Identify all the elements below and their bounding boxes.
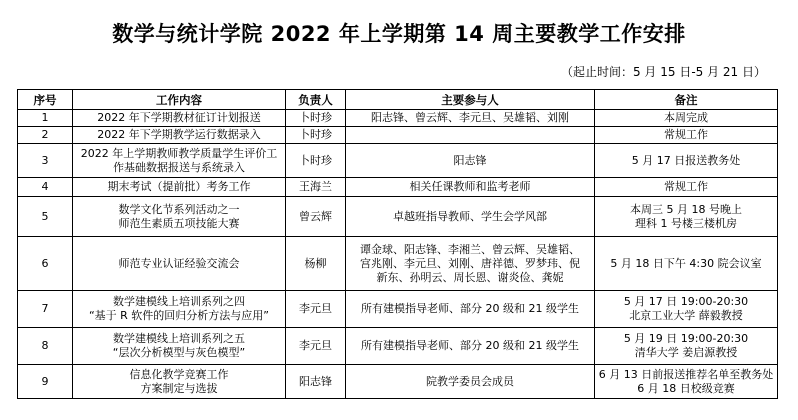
table-row [18, 178, 778, 197]
table-row [18, 328, 778, 365]
participants-line: 卓越班指导教师、学生会学风部 [393, 209, 547, 223]
content-line: 数学文化节系列活动之一 [118, 202, 240, 216]
content-line: 数学建模线上培训系列之四 [113, 295, 245, 308]
cell-index: 9 [18, 365, 73, 399]
content-line: 师范生素质五项技能大赛 [118, 216, 240, 230]
table-row [18, 110, 778, 127]
table-row [18, 291, 778, 328]
schedule-table [17, 89, 778, 399]
cell-participants [346, 291, 595, 328]
page-title: 数学与统计学院 2022 年上学期第 14 周主要教学工作安排 [112, 22, 686, 46]
note-line: 北京工业大学 薛毅教授 [629, 309, 743, 322]
participants-line: 院教学委员会成员 [426, 374, 514, 388]
cell-note [595, 328, 778, 365]
cell-index: 4 [18, 178, 73, 197]
note-line: 理科 1 号楼三楼机房 [635, 216, 737, 230]
note-line: 清华大学 姜启源教授 [634, 346, 738, 359]
header-owner: 负责人 [286, 90, 346, 110]
header-index: 序号 [18, 90, 73, 110]
cell-note [595, 127, 778, 144]
cell-participants [346, 197, 595, 237]
participants-line: 阳志锋、曾云辉、李元旦、吴雄韬、刘刚 [371, 111, 569, 124]
table-body [18, 110, 778, 399]
cell-index: 2 [18, 127, 73, 144]
content-line: 数学建模线上培训系列之五 [113, 332, 245, 345]
cell-participants [346, 127, 595, 144]
cell-participants [346, 237, 595, 291]
table-row [18, 127, 778, 144]
cell-owner: 杨柳 [286, 237, 346, 291]
cell-content [73, 127, 286, 144]
cell-content [73, 178, 286, 197]
cell-participants [346, 365, 595, 399]
cell-note [595, 197, 778, 237]
cell-index: 3 [18, 144, 73, 178]
cell-index: 1 [18, 110, 73, 127]
content-line: 2022 年下学期教材征订计划报送 [97, 111, 261, 124]
content-line: “基于 R 软件的回归分析方法与应用” [88, 309, 270, 322]
note-line: 6 月 18 日校级竞赛 [637, 381, 735, 395]
content-line: 方案制定与选拔 [140, 381, 218, 395]
header-participants: 主要参与人 [346, 90, 595, 110]
cell-note [595, 110, 778, 127]
cell-participants [346, 328, 595, 365]
cell-index: 7 [18, 291, 73, 328]
cell-note [595, 144, 778, 178]
cell-note [595, 237, 778, 291]
cell-owner: 李元旦 [286, 291, 346, 328]
cell-participants [346, 178, 595, 197]
cell-content [73, 328, 286, 365]
cell-owner: 卜时珍 [286, 110, 346, 127]
participants-line: 相关任课教师和监考老师 [409, 180, 531, 193]
table-row [18, 144, 778, 178]
cell-note [595, 365, 778, 399]
note-line: 5 月 17 日报送教务处 [631, 153, 741, 167]
cell-owner: 王海兰 [286, 178, 346, 197]
cell-index: 5 [18, 197, 73, 237]
cell-participants [346, 144, 595, 178]
participants-line: 所有建模指导老师、部分 20 级和 21 级学生 [361, 339, 579, 352]
note-line: 本周三 5 月 18 号晚上 [630, 202, 742, 216]
note-line: 常规工作 [664, 180, 708, 193]
content-line: 作基础数据报送与系统录入 [113, 160, 245, 174]
cell-index: 8 [18, 328, 73, 365]
participants-line: 宫兆刚、李元旦、刘刚、唐祥德、罗梦玮、倪 [360, 256, 580, 270]
note-line: 常规工作 [664, 128, 708, 141]
table-row [18, 237, 778, 291]
cell-index: 6 [18, 237, 73, 291]
participants-line: 阳志锋 [453, 153, 487, 167]
table-row [18, 197, 778, 237]
participants-line: 谭金球、阳志锋、李湘兰、曾云辉、吴雄韬、 [360, 242, 580, 256]
content-line: 师范专业认证经验交流会 [118, 256, 240, 270]
cell-owner: 阳志锋 [286, 365, 346, 399]
content-line: “层次分析模型与灰色模型” [112, 346, 246, 359]
note-line: 5 月 17 日 19:00-20:30 [623, 295, 749, 308]
cell-content [73, 291, 286, 328]
cell-owner: 李元旦 [286, 328, 346, 365]
cell-content [73, 110, 286, 127]
content-line: 2022 年下学期教学运行数据录入 [97, 128, 261, 141]
header-content: 工作内容 [73, 90, 286, 110]
cell-owner: 卜时珍 [286, 127, 346, 144]
cell-participants [346, 110, 595, 127]
cell-content [73, 365, 286, 399]
cell-owner: 曾云辉 [286, 197, 346, 237]
cell-content [73, 144, 286, 178]
date-range: （起止时间：5 月 15 日-5 月 21 日） [560, 65, 766, 79]
cell-content [73, 197, 286, 237]
cell-owner: 卜时珍 [286, 144, 346, 178]
participants-line: 新东、孙明云、周长恩、谢炎俭、龚妮 [376, 270, 564, 284]
note-line: 5 月 18 日下午 4:30 院会议室 [610, 256, 762, 270]
header-note: 备注 [595, 90, 778, 110]
cell-note [595, 178, 778, 197]
participants-line: 所有建模指导老师、部分 20 级和 21 级学生 [361, 302, 579, 315]
cell-content [73, 237, 286, 291]
content-line: 2022 年上学期教师教学质量学生评价工 [80, 146, 278, 160]
content-line: 信息化教学竞赛工作 [129, 367, 229, 381]
table-row [18, 365, 778, 399]
note-line: 本周完成 [664, 111, 708, 124]
table-header-row [18, 90, 778, 110]
content-line: 期末考试（提前批）考务工作 [107, 180, 251, 193]
cell-note [595, 291, 778, 328]
note-line: 6 月 13 日前报送推荐名单至教务处 [598, 367, 774, 381]
note-line: 5 月 19 日 19:00-20:30 [623, 332, 749, 345]
